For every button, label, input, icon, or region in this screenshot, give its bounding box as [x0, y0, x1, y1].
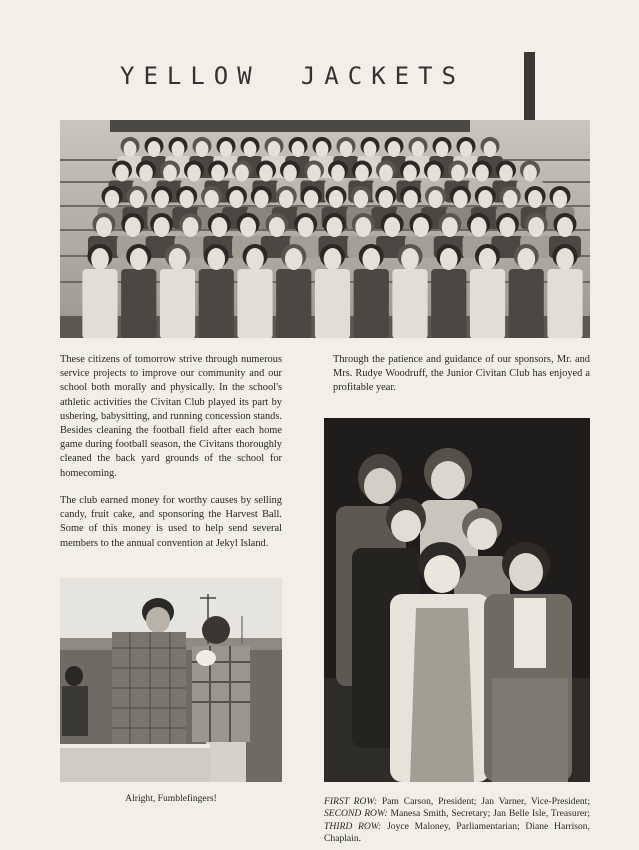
body-paragraph-2: The club earned money for worthy causes by selling candy, fruit cake, and sponsoring the Harvest Ball. Some of this money is used to help send several members to the annual convention at Jekyl Island.: [60, 495, 282, 549]
body-paragraph-1: These citizens of tomorrow strive through numerous service projects to improve our community and our school both morally and physically. In the school's athletic activities the Civitan Club played its part by ushering, babysitting, and running concession stands. Besides cleaning the football field after each home game during football season, the Civitans thoroughly cleaned the back yard grounds of the school for homecoming.: [60, 354, 282, 479]
officers-caption: [324, 796, 590, 846]
title-word-jackets: JACKETS: [300, 62, 465, 90]
body-paragraph-3: Through the patience and guidance of our sponsors, Mr. and Mrs. Rudye Woodruff, the Junior Civitan Club has enjoyed a profitable year.: [333, 354, 590, 394]
page-title: [120, 60, 465, 92]
second-row-label: SECOND ROW:: [324, 808, 388, 820]
title-word-yellow: YELLOW: [120, 62, 261, 90]
field-photo-caption: Alright, Fumblefingers!: [125, 793, 217, 804]
field-photo: [60, 578, 282, 782]
officers-photo: [324, 418, 590, 782]
second-row-names: Manesa Smith, Secretary; Jan Belle Isle, Treasurer;: [387, 808, 591, 820]
first-row-names: Pam Carson, President; Jan Varner, Vice-President;: [377, 796, 590, 807]
group-photo: [60, 120, 590, 338]
stadium-light-pole: [524, 52, 535, 124]
first-row-label: FIRST ROW:: [324, 796, 378, 807]
third-row-names: Joyce Maloney, Parliamentarian; Diane Harrison, Chaplain.: [324, 820, 590, 845]
third-row-label: THIRD ROW:: [324, 820, 382, 832]
